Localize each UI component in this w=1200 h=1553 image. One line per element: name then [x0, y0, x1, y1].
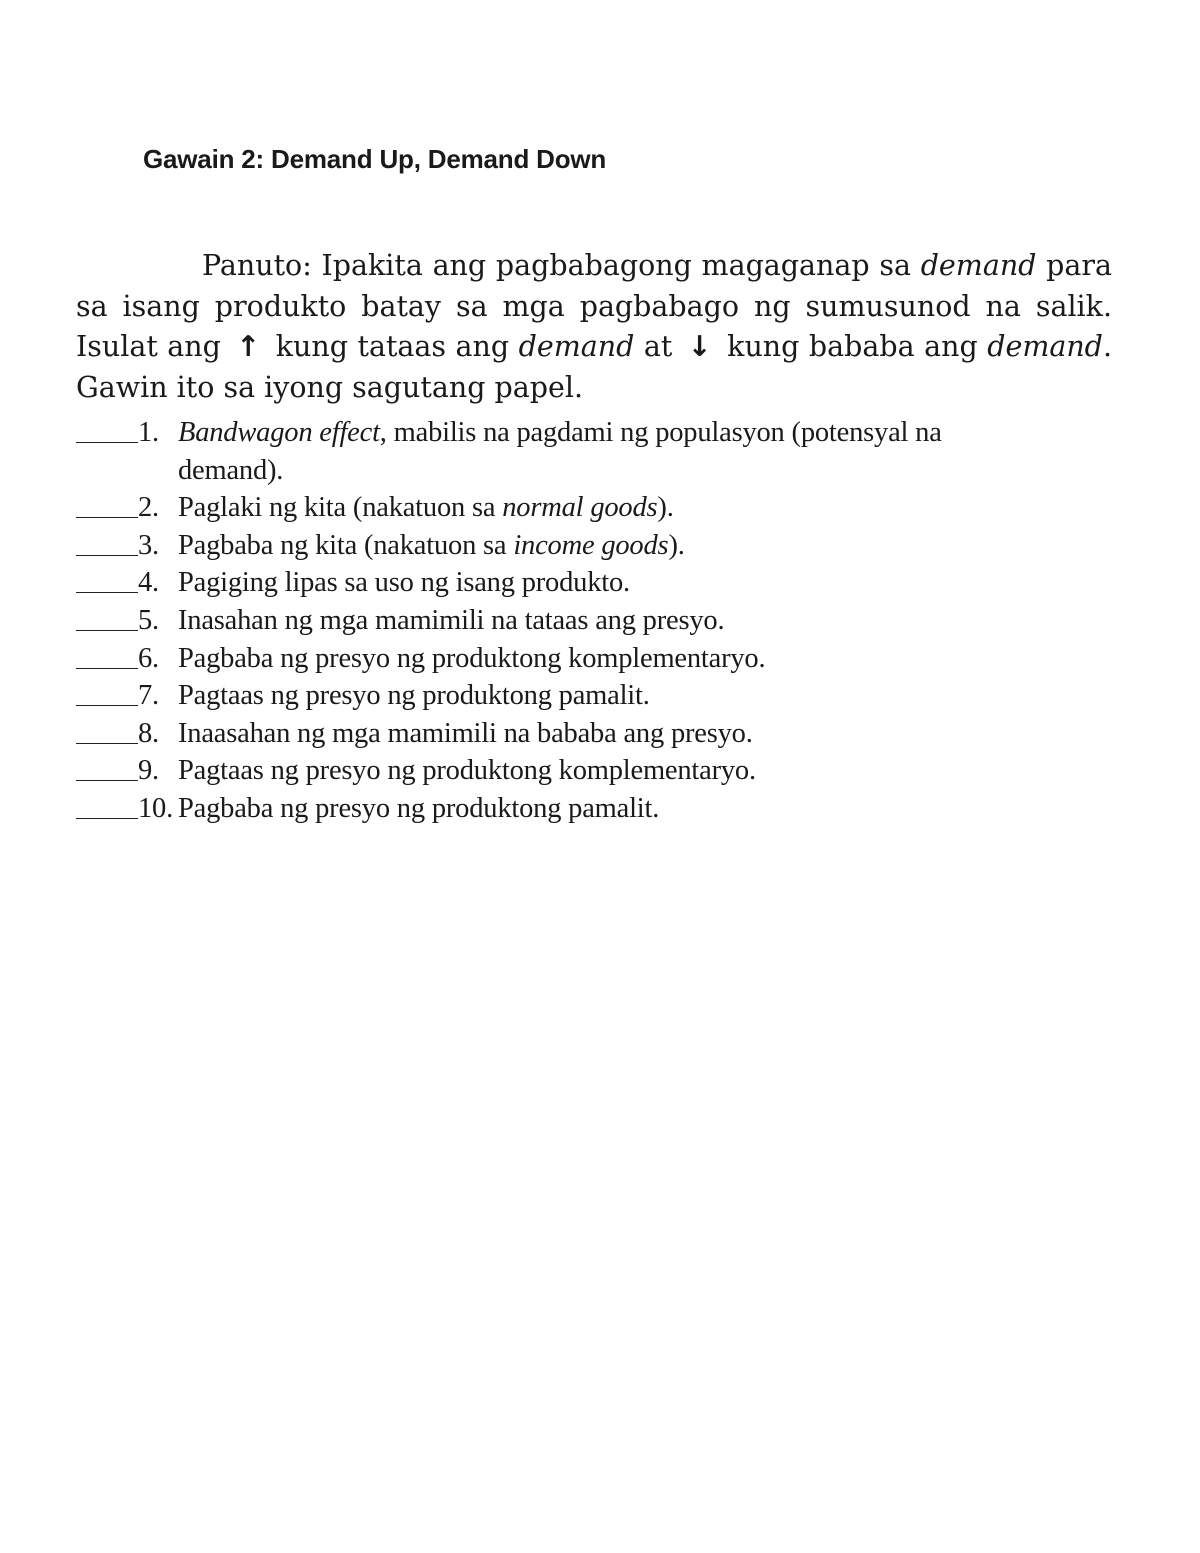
item-text	[178, 602, 1038, 640]
answer-blank[interactable]	[76, 602, 138, 631]
item-text	[178, 527, 1038, 565]
answer-blank[interactable]	[76, 564, 138, 593]
list-item	[76, 752, 1076, 790]
answer-blank[interactable]	[76, 677, 138, 706]
item-text	[178, 564, 1038, 602]
item-text	[178, 677, 1038, 715]
arrow-up-icon: ↑	[236, 330, 261, 363]
item-text	[178, 752, 1038, 790]
item-text-emphasis: normal goods	[502, 492, 658, 524]
instructions-text: Isulat ang	[76, 330, 231, 363]
item-text	[178, 790, 1038, 828]
item-text-part: Pagbaba ng kita (nakatuon sa	[178, 529, 514, 561]
instructions-line-3	[76, 327, 1112, 368]
item-text-part: Pagiging lipas sa uso ng isang produkto.	[178, 567, 630, 599]
answer-blank[interactable]	[76, 414, 138, 443]
list-item	[76, 489, 1076, 527]
item-text-part: ).	[657, 492, 674, 524]
item-text-part: Pagtaas ng presyo ng produktong pamalit.	[178, 680, 650, 712]
item-text-emphasis: Bandwagon effect	[178, 417, 380, 448]
instructions-text: kung bababa ang	[717, 330, 988, 363]
answer-blank[interactable]	[76, 527, 138, 556]
instructions-emphasis: demand	[987, 330, 1103, 363]
item-text	[178, 414, 1038, 489]
item-text-part: Paglaki ng kita (nakatuon sa	[178, 492, 503, 524]
instructions-emphasis: demand	[920, 249, 1037, 282]
list-item	[76, 414, 1076, 489]
item-number: 2.	[138, 492, 159, 524]
answer-blank[interactable]	[76, 640, 138, 669]
answer-blank[interactable]	[76, 752, 138, 781]
list-item	[76, 790, 1076, 828]
item-number: 9.	[138, 755, 159, 787]
item-number: 1.	[138, 417, 159, 448]
item-number: 4.	[138, 567, 159, 599]
instructions-text: Panuto: Ipakita ang pagbabagong magaganap sa	[202, 249, 921, 282]
item-text-part: Pagtaas ng presyo ng produktong komplementaryo.	[178, 755, 756, 787]
item-number: 10.	[138, 792, 174, 824]
instructions-text: at	[634, 330, 682, 363]
item-number: 8.	[138, 717, 159, 749]
instructions-line-4: Gawin ito sa iyong sagutang papel.	[76, 370, 584, 404]
list-item	[76, 677, 1076, 715]
instructions-paragraph	[76, 246, 1112, 408]
instructions-line-2: sa isang produkto batay sa mga pagbabago ng sumusunod na salik.	[76, 289, 1112, 323]
item-text	[178, 715, 1038, 753]
list-item	[76, 564, 1076, 602]
item-text-part: Inasahan ng mga mamimili na tataas ang presyo.	[178, 604, 725, 636]
instructions-emphasis: demand	[518, 330, 635, 363]
instructions-text: .	[1102, 330, 1112, 363]
item-text-part: Pagbaba ng presyo ng produktong pamalit.	[178, 792, 660, 824]
item-number: 3.	[138, 529, 159, 561]
list-item	[76, 640, 1076, 678]
list-item	[76, 527, 1076, 565]
answer-blank[interactable]	[76, 790, 138, 819]
item-text	[178, 640, 1038, 678]
activity-title: Gawain 2: Demand Up, Demand Down	[143, 144, 607, 174]
item-text-part: ).	[668, 529, 685, 561]
answer-blank[interactable]	[76, 715, 138, 744]
instructions-text: kung tataas ang	[266, 330, 519, 363]
item-number: 6.	[138, 642, 159, 674]
instructions-line-1	[76, 246, 1112, 287]
item-number: 7.	[138, 680, 159, 712]
item-text-part: , mabilis na pagdami ng populasyon (potensyal na demand).	[178, 417, 942, 486]
item-text-part: Pagbaba ng presyo ng produktong komplementaryo.	[178, 642, 766, 674]
item-text-part: Inaasahan ng mga mamimili na bababa ang presyo.	[178, 717, 753, 749]
item-text	[178, 489, 1038, 527]
arrow-down-icon: ↓	[687, 330, 712, 363]
list-item	[76, 715, 1076, 753]
list-item	[76, 602, 1076, 640]
question-list	[76, 414, 1076, 828]
item-text-emphasis: income goods	[513, 529, 669, 561]
answer-blank[interactable]	[76, 489, 138, 518]
item-number: 5.	[138, 604, 159, 636]
instructions-text: para	[1036, 249, 1112, 282]
